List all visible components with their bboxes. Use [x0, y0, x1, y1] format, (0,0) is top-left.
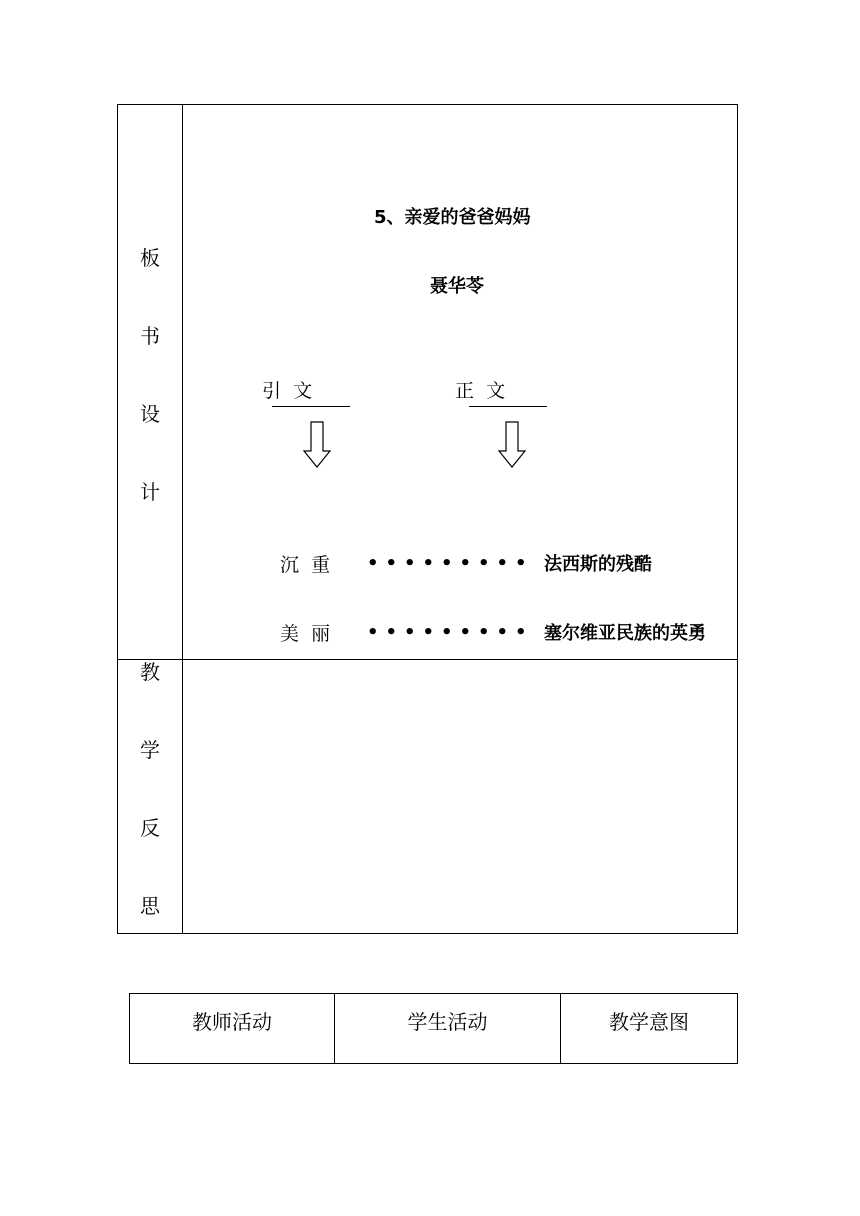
- dotted-leader: •••••••••: [367, 622, 534, 643]
- label-board-char-2: 书: [140, 324, 160, 348]
- table1-bottom-border: [117, 933, 738, 934]
- label-board-char-1: 板: [140, 246, 160, 270]
- header-teacher-activity: 教师活动: [192, 1010, 272, 1034]
- label-reflection-char-2: 学: [140, 738, 160, 762]
- meaning-fascist-cruelty: 法西斯的残酷: [544, 554, 652, 575]
- label-reflection-char-4: 思: [140, 894, 160, 918]
- label-reflection-char-1: 教: [140, 660, 160, 684]
- header-teaching-intent: 教学意图: [609, 1010, 689, 1034]
- term-heavy: 沉 重: [280, 554, 331, 576]
- table1-row-divider: [117, 659, 738, 660]
- label-reflection-char-3: 反: [140, 816, 160, 840]
- label-board-char-4: 计: [140, 480, 160, 504]
- heading-preface-underline: [272, 406, 350, 407]
- dotted-leader: •••••••••: [367, 553, 534, 574]
- table1-left-border: [117, 104, 118, 934]
- down-arrow-icon: [497, 421, 527, 469]
- table2-top-border: [129, 993, 738, 994]
- term-beautiful: 美 丽: [280, 623, 331, 645]
- header-student-activity: 学生活动: [407, 1010, 488, 1034]
- down-arrow-icon: [302, 421, 332, 469]
- table1-column-divider: [182, 104, 183, 934]
- table2-right-border: [737, 993, 738, 1064]
- table1-top-border: [117, 104, 738, 105]
- meaning-serbian-bravery: 塞尔维亚民族的英勇: [544, 623, 706, 644]
- label-board-char-3: 设: [140, 402, 160, 426]
- heading-main-text: 正 文: [455, 380, 506, 402]
- heading-main-text-underline: [469, 406, 547, 407]
- lesson-title: 5、亲爱的爸爸妈妈: [374, 207, 531, 228]
- table2-bottom-border: [129, 1063, 738, 1064]
- table1-right-border: [737, 104, 738, 934]
- lesson-author: 聂华苓: [430, 276, 484, 297]
- heading-preface: 引 文: [262, 380, 313, 402]
